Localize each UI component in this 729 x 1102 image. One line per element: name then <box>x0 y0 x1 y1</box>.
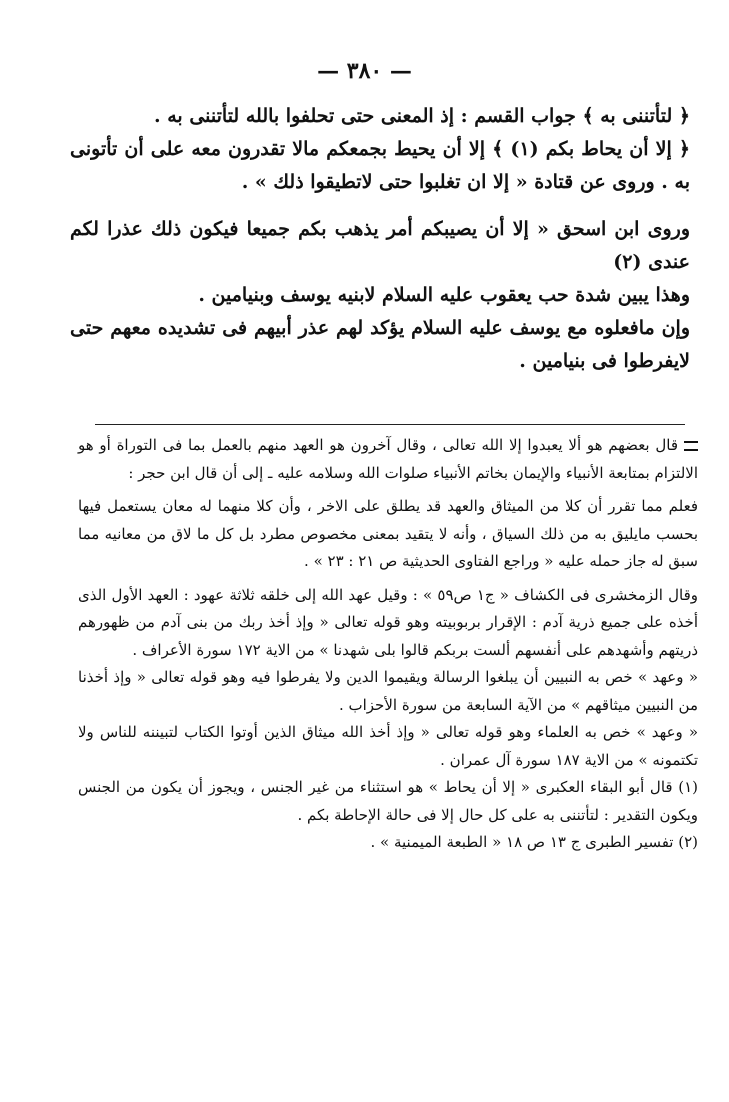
main-paragraph: ﴿ إلا أن يحاط بكم (١) ﴾ إلا أن يحيط بجمعكم مالا تقدرون معه على أن تأتونى به . وروى عن قتادة « إلا ان تغلبوا حتى لاتطيقوا ذلك » . <box>70 138 691 193</box>
footnote-paragraph: « وعهد » خص به العلماء وهو قوله تعالى « وإذ أخذ الله ميثاق الذين أوتوا الكتاب لتبيننه للناس ولا تكتمونه » من الاية ١٨٧ سورة آل عمران . <box>78 723 698 769</box>
footnote-quote: فعلم مما تقرر أن كلا من الميثاق والعهد قد يطلق على الاخر ، وأن كلا منهما له معان يستعمل فيها بحسب مايليق به من ذلك السياق ، وأنه لا يتقيد بمعنى مخصوص مطرد بل كل ما لاق من معانيه مما سبق له جاز حمله عليه « وراجع الفتاوى الحديثية ص ٢١ : ٢٣ » . <box>78 497 698 570</box>
main-paragraph: وروى ابن اسحق « إلا أن يصيبكم أمر يذهب بكم جميعا فيكون ذلك عذرا لكم عندى (٢) <box>70 218 690 273</box>
main-paragraph: وهذا يبين شدة حب يعقوب عليه السلام لابنيه يوسف وبنيامين . <box>198 284 690 306</box>
continuation-mark-icon <box>684 441 698 451</box>
footnote-divider <box>95 424 685 425</box>
footnotes-section <box>78 432 698 857</box>
footnote-paragraph: « وعهد » خص به النبيين أن يبلغوا الرسالة ويقيموا الدين ولا يفرطوا فيه وهو قوله تعالى « وإذ أخذنا من النبيين ميثاقهم » من الآية السابعة من سورة الأحزاب . <box>78 668 698 714</box>
footnote-text: قال بعضهم هو ألا يعبدوا إلا الله تعالى ، وقال آخرون هو العهد منهم بالعمل بما فى التوراة أو هو الالتزام بمتابعة الأنبياء والإيمان بخاتم الأنبياء صلوات الله وسلامه عليه ـ إلى أن قال ابن حجر : <box>78 436 698 482</box>
footnote-2: (٢) تفسير الطبرى ج ١٣ ص ١٨ « الطبعة الميمنية » . <box>370 833 698 851</box>
page-number: — ٣٨٠ — <box>317 58 412 84</box>
footnote-continuation <box>78 432 698 487</box>
main-paragraph: وإن مافعلوه مع يوسف عليه السلام يؤكد لهم عذر أبيهم فى تشديده معهم حتى لايفرطوا فى بنيامين . <box>70 317 690 372</box>
main-body-text <box>70 100 690 378</box>
main-paragraph: ﴿ لتأتننى به ﴾ جواب القسم : إذ المعنى حتى تحلفوا بالله لتأتننى به . <box>154 105 690 127</box>
footnote-paragraph: وقال الزمخشرى فى الكشاف « ج١ ص٥٩ » : وقيل عهد الله إلى خلقه ثلاثة عهود : العهد الأول الذى أخذه على جميع ذرية آدم : الإقرار بربوبيته وهو قوله تعالى « وإذ أخذ ربك من بنى آدم من ظهورهم ذريتهم وأشهدهم على أنفسهم ألست بربكم قالوا بلى شهدنا » من الاية ١٧٢ سورة الأعراف . <box>78 585 698 659</box>
footnote-1: (١) قال أبو البقاء العكبرى « إلا أن يحاط » هو استثناء من غير الجنس ، ويجوز أن يكون من الجنس ويكون التقدير : لتأتننى به على كل حال إلا فى حالة الإحاطة بكم . <box>78 778 698 824</box>
